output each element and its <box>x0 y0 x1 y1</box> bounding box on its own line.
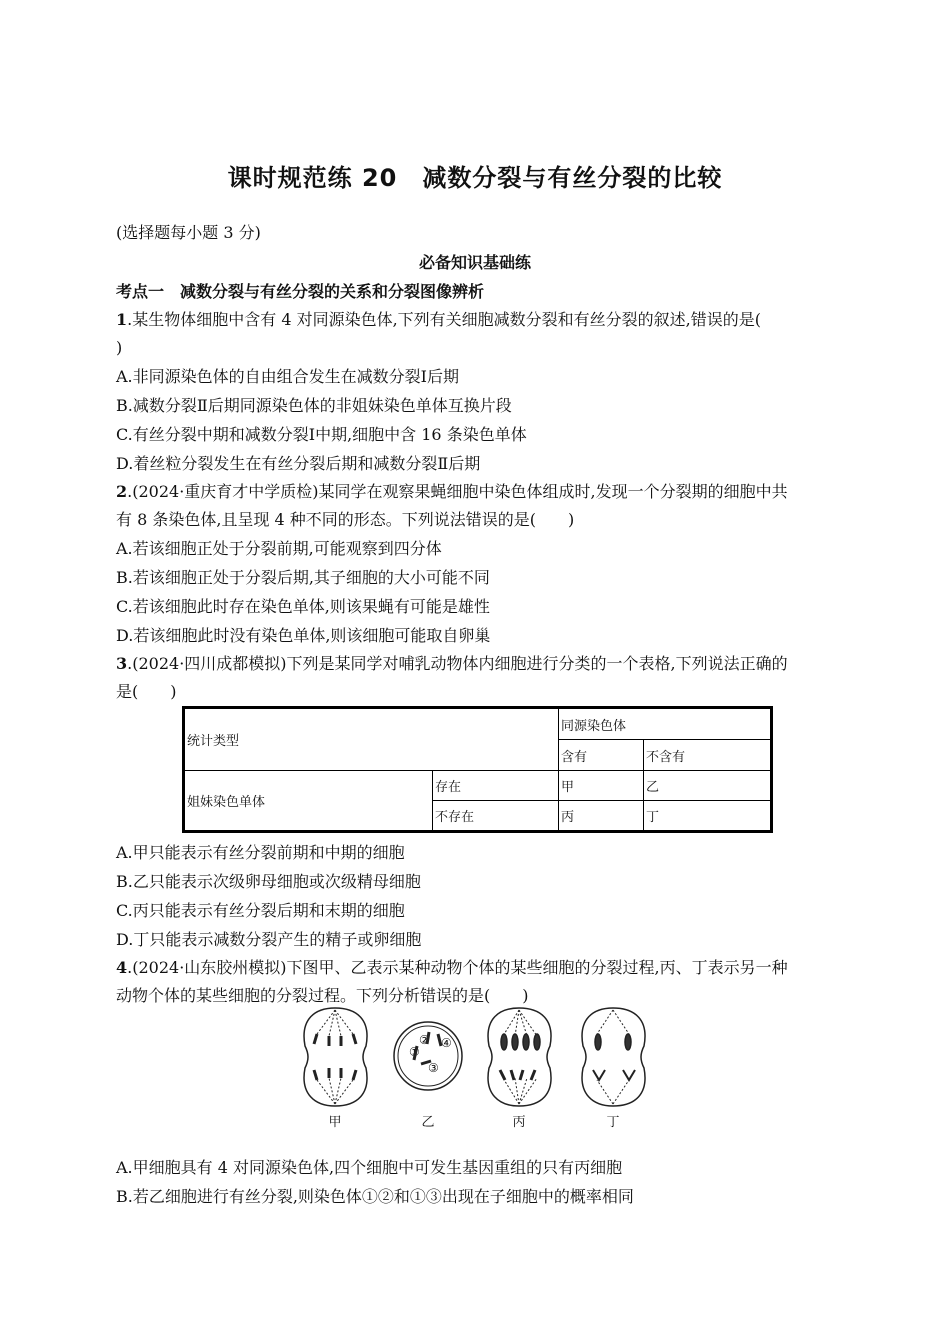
table-cell-yi: 乙 <box>644 771 772 801</box>
q1-stem-text: .某生物体细胞中含有 4 对同源染色体,下列有关细胞减数分裂和有丝分裂的叙述,错误的是( <box>127 310 761 329</box>
cell-bing <box>488 1008 551 1106</box>
table-sister-label: 姐妹染色单体 <box>184 771 433 832</box>
page-title: 课时规范练 20 减数分裂与有丝分裂的比较 <box>227 164 723 192</box>
section-heading: 必备知识基础练 <box>418 253 531 272</box>
cell-jia <box>304 1008 367 1106</box>
q4-stem <box>116 957 788 979</box>
q2-stem-text: 某同学在观察果蝇细胞中染色体组成时,发现一个分裂期的细胞中共 <box>318 482 788 501</box>
q1-option-c: C.有丝分裂中期和减数分裂Ⅰ中期,细胞中含 16 条染色单体 <box>116 425 527 444</box>
q1-number: 1 <box>116 310 128 329</box>
q4-stem-cont: 动物个体的某些细胞的分裂过程。下列分析错误的是( ) <box>116 986 529 1005</box>
q2-number: 2 <box>116 482 128 501</box>
classification-table <box>182 706 773 833</box>
q2-option-d: D.若该细胞此时没有染色单体,则该细胞可能取自卵巢 <box>116 626 491 645</box>
chromosome-label-1: ① <box>409 1045 420 1059</box>
table-has-header: 含有 <box>559 740 644 771</box>
q4-stem-text: 下图甲、乙表示某种动物个体的某些细胞的分裂过程,丙、丁表示另一种 <box>286 958 788 977</box>
q4-source: .(2024·山东胶州模拟) <box>127 958 287 977</box>
q1-stem <box>116 309 761 331</box>
q3-source: .(2024·四川成都模拟) <box>127 654 287 673</box>
q1-option-b: B.减数分裂Ⅱ后期同源染色体的非姐妹染色单体互换片段 <box>116 396 512 415</box>
q2-option-c: C.若该细胞此时存在染色单体,则该果蝇有可能是雄性 <box>116 597 490 616</box>
figure-label-jia: 甲 <box>328 1115 342 1130</box>
q1-option-a: A.非同源染色体的自由组合发生在减数分裂Ⅰ后期 <box>116 367 459 386</box>
q1-stem-cont: ) <box>116 338 123 357</box>
chromosome-label-4: ④ <box>441 1036 452 1050</box>
q3-number: 3 <box>116 654 128 673</box>
table-cell-jia: 甲 <box>559 771 644 801</box>
q3-option-b: B.乙只能表示次级卵母细胞或次级精母细胞 <box>116 872 421 891</box>
q4-number: 4 <box>116 958 128 977</box>
q3-stem <box>116 653 788 675</box>
q4-option-a: A.甲细胞具有 4 对同源染色体,四个细胞中可发生基因重组的只有丙细胞 <box>116 1158 623 1177</box>
table-no-header: 不含有 <box>644 740 772 771</box>
q2-stem <box>116 481 788 503</box>
q2-stem-cont: 有 8 条染色体,且呈现 4 种不同的形态。下列说法错误的是( ) <box>116 510 575 529</box>
point-heading: 考点一 减数分裂与有丝分裂的关系和分裂图像辨析 <box>116 282 485 301</box>
q3-stem-cont: 是( ) <box>116 682 177 701</box>
q1-option-d: D.着丝粒分裂发生在有丝分裂后期和减数分裂Ⅱ后期 <box>116 454 481 473</box>
score-note: (选择题每小题 3 分) <box>116 223 261 242</box>
q2-option-a: A.若该细胞正处于分裂前期,可能观察到四分体 <box>116 539 442 558</box>
q2-option-b: B.若该细胞正处于分裂后期,其子细胞的大小可能不同 <box>116 568 490 587</box>
table-cell-ding: 丁 <box>644 801 772 832</box>
q3-option-a: A.甲只能表示有丝分裂前期和中期的细胞 <box>116 843 405 862</box>
q4-option-b: B.若乙细胞进行有丝分裂,则染色体①②和①③出现在子细胞中的概率相同 <box>116 1187 634 1206</box>
table-type-label: 统计类型 <box>184 708 559 771</box>
table-exist-label: 存在 <box>433 771 559 801</box>
chromosome-label-2: ② <box>419 1033 430 1047</box>
q3-option-d: D.丁只能表示减数分裂产生的精子或卵细胞 <box>116 930 422 949</box>
q3-option-c: C.丙只能表示有丝分裂后期和末期的细胞 <box>116 901 405 920</box>
cell-division-figure <box>295 1004 665 1134</box>
q3-stem-text: 下列是某同学对哺乳动物体内细胞进行分类的一个表格,下列说法正确的 <box>286 654 788 673</box>
table-homolog-header: 同源染色体 <box>559 708 772 740</box>
q2-source: .(2024·重庆育才中学质检) <box>127 482 319 501</box>
cell-ding <box>582 1008 645 1106</box>
figure-label-bing: 丙 <box>512 1115 526 1130</box>
table-not-exist-label: 不存在 <box>433 801 559 832</box>
figure-label-ding: 丁 <box>606 1115 620 1130</box>
figure-label-yi: 乙 <box>421 1115 435 1130</box>
table-cell-bing: 丙 <box>559 801 644 832</box>
chromosome-label-3: ③ <box>428 1061 439 1075</box>
